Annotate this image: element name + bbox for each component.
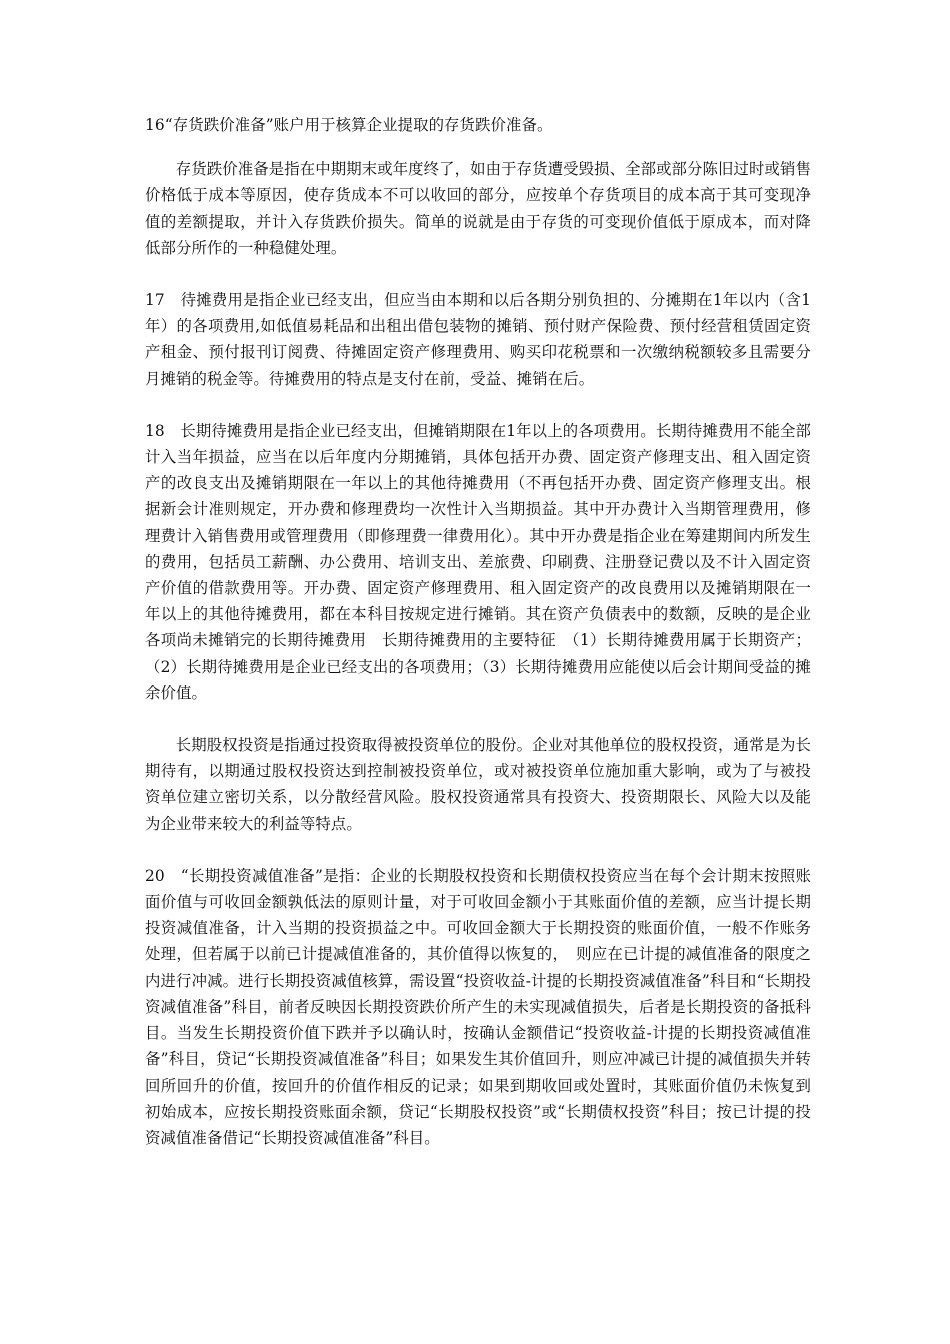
document-body [145, 112, 811, 1151]
paragraph-16-inventory-reserve-title: 16“存货跌价准备”账户用于核算企业提取的存货跌价准备。 [145, 116, 553, 134]
paragraph-20-long-term-investment-impairment: 20 “长期投资减值准备”是指：企业的长期股权投资和长期债权投资应当在每个会计期末按照账面价值与可收回金额孰低法的原则计量，对于可收回金额小于其账面价值的差额，应当计提长期投资减值准备，计入当期的投资损益之中。可收回金额大于长期投资的账面价值，一般不作账务处理，但若属于以前已计提减值准备的，其价值得以恢复的， 则应在已计提的减值准备的限度之内进行冲减。进行长期投资减值核算，需设置“投资收益-计提的长期投资减值准备”科目和“长期投资减值准备”科目，前者反映因长期投资跌价所产生的未实现减值损失，后者是长期投资的备抵科目。当发生长期投资价值下跌并予以确认时，按确认金额借记“投资收益-计提的长期投资减值准备”科目，贷记“长期投资减值准备”科目；如果发生其价值回升，则应冲减已计提的减值损失并转回所回升的价值，按回升的价值作相反的记录；如果到期收回或处置时，其账面价值仍未恢复到初始成本，应按长期投资账面余额，贷记“长期股权投资”或“长期债权投资”科目；按已计提的投资减值准备借记“长期投资减值准备”科目。 [145, 866, 811, 1147]
paragraph-inventory-reserve-definition: 存货跌价准备是指在中期期末或年度终了，如由于存货遭受毁损、全部或部分陈旧过时或销售价格低于成本等原因，使存货成本不可以收回的部分，应按单个存货项目的成本高于其可变现净值的差额提取，并计入存货跌价损失。简单的说就是由于存货的可变现价值低于原成本，而对降低部分所作的一种稳健处理。 [145, 160, 811, 257]
paragraph-long-term-equity-investment: 长期股权投资是指通过投资取得被投资单位的股份。企业对其他单位的股权投资，通常是为长期待有，以期通过股权投资达到控制被投资单位，或对被投资单位施加重大影响，或为了与被投资单位建立密切关系，以分散经营风险。股权投资通常具有投资大、投资期限长、风险大以及能为企业带来较大的利益等特点。 [145, 736, 811, 833]
paragraph-18-long-term-prepaid-expenses: 18 长期待摊费用是指企业已经支出，但摊销期限在1年以上的各项费用。长期待摊费用不能全部计入当年损益，应当在以后年度内分期摊销，具体包括开办费、固定资产修理支出、租入固定资产的改良支出及摊销期限在一年以上的其他待摊费用（不再包括开办费、固定资产修理支出。根据新会计准则规定，开办费和修理费均一次性计入当期损益。其中开办费计入当期管理费用，修理费计入销售费用或管理费用（即修理费一律费用化）。其中开办费是指企业在筹建期间内所发生的费用，包括员工薪酬、办公费用、培训支出、差旅费、印刷费、注册登记费以及不计入固定资产价值的借款费用等。开办费、固定资产修理费用、租入固定资产的改良费用以及摊销期限在一年以上的其他待摊费用，都在本科目按规定进行摊销。其在资产负债表中的数额，反映的是企业各项尚未摊销完的长期待摊费用 长期待摊费用的主要特征 （1）长期待摊费用属于长期资产；（2）长期待摊费用是企业已经支出的各项费用；（3）长期待摊费用应能使以后会计期间受益的摊余价值。 [145, 421, 811, 702]
paragraph-17-prepaid-expenses: 17 待摊费用是指企业已经支出，但应当由本期和以后各期分别负担的、分摊期在1年以内（含1年）的各项费用,如低值易耗品和出租出借包装物的摊销、预付财产保险费、预付经营租赁固定资产租金、预付报刊订阅费、待摊固定资产修理费用、购买印花税票和一次缴纳税额较多且需要分月摊销的税金等。待摊费用的特点是支付在前，受益、摊销在后。 [145, 291, 811, 388]
